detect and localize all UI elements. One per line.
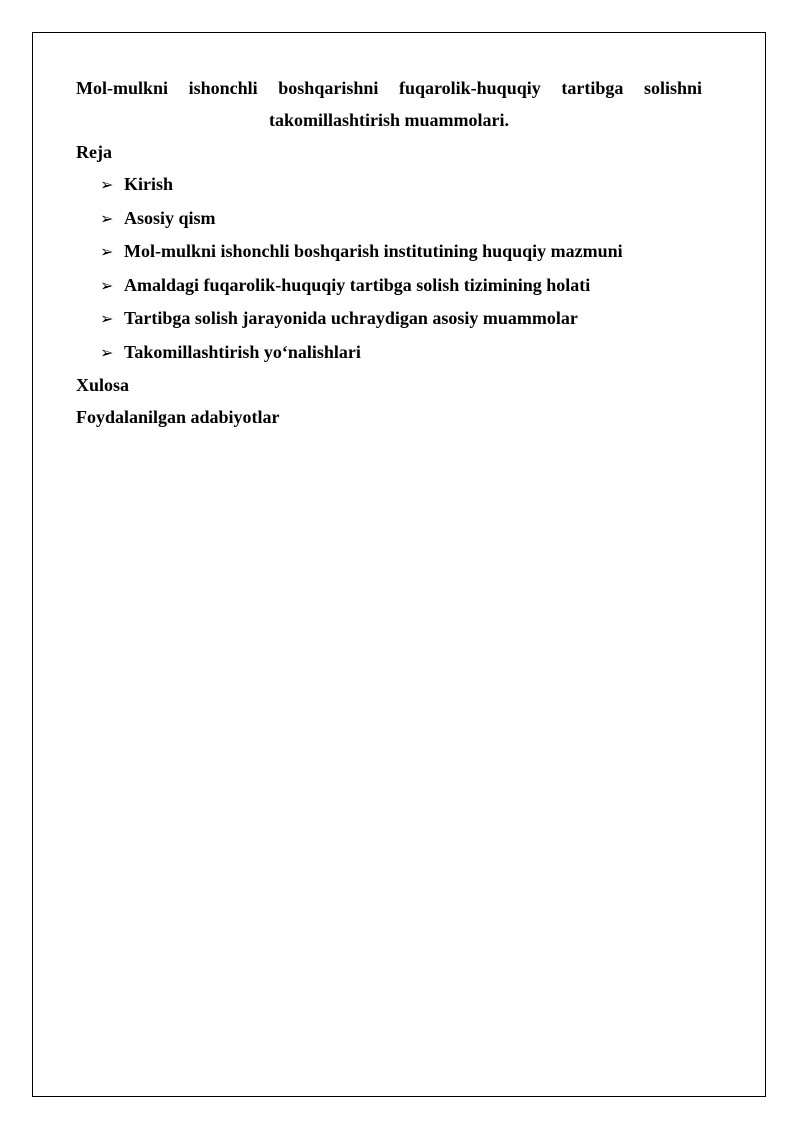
arrowhead-bullet-icon: ➢	[100, 342, 114, 362]
plan-item-label: Asosiy qism	[124, 207, 216, 228]
plan-item-label: Tartibga solish jarayonida uchraydigan asosiy muammolar	[124, 308, 578, 328]
list-item	[100, 202, 702, 236]
arrowhead-bullet-icon: ➢	[100, 309, 114, 328]
document-body	[76, 72, 702, 433]
plan-item-label: Mol-mulkni ishonchli boshqarish institutining huquqiy mazmuni	[124, 241, 623, 261]
list-item	[100, 168, 702, 202]
plan-heading: Reja	[76, 142, 112, 162]
document-title: Mol-mulkni ishonchli boshqarishni fuqarolik-huquqiy tartibga solishni takomillashtirish muammolari.	[76, 78, 702, 130]
plan-item-label: Kirish	[124, 174, 174, 194]
arrowhead-bullet-icon: ➢	[100, 242, 114, 261]
arrowhead-bullet-icon: ➢	[100, 175, 114, 194]
plan-item-label: Takomillashtirish yo‘nalishlari	[124, 341, 361, 362]
conclusion-heading: Xulosa	[76, 375, 130, 395]
list-item	[100, 235, 702, 269]
arrowhead-bullet-icon: ➢	[100, 208, 114, 228]
list-item	[100, 302, 702, 336]
plan-item-label: Amaldagi fuqarolik-huquqiy tartibga solish tizimining holati	[124, 274, 591, 295]
arrowhead-bullet-icon: ➢	[100, 275, 114, 295]
list-item	[100, 336, 702, 370]
list-item	[100, 269, 702, 303]
references-heading: Foydalanilgan adabiyotlar	[76, 407, 280, 427]
plan-list	[76, 168, 702, 369]
